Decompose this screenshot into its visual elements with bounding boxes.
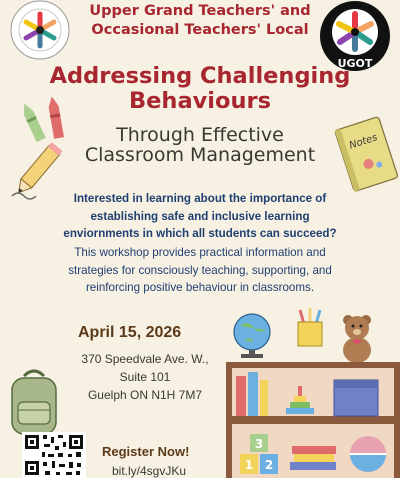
logo-text: UGOT (337, 57, 373, 70)
intro-line2: establishing safe and inclusive learning (90, 209, 310, 223)
intro-line1: Interested in learning about the importance of (73, 192, 327, 205)
notebook-label: Notes (348, 132, 379, 152)
teddy-bear-icon (343, 315, 371, 363)
register-link[interactable]: bit.ly/4sgvJKu (112, 464, 187, 478)
block-2: 2 (264, 458, 274, 472)
workshop-title (30, 64, 370, 114)
address-line2: Suite 101 (119, 370, 171, 384)
notebook-illustration (334, 114, 400, 198)
union-name (76, 2, 324, 40)
bookshelf-illustration (222, 306, 400, 478)
union-name-line2: Occasional Teachers' Local (91, 22, 309, 38)
workshop-subtitle-line1: Through Effective (116, 124, 284, 146)
workshop-title-line1: Addressing Challenging (49, 63, 351, 89)
workshop-title-line2: Behaviours (129, 88, 271, 114)
address-line1: 370 Speedvale Ave. W., (81, 352, 209, 366)
workshop-subtitle-line2: Classroom Management (84, 144, 316, 166)
backpack-illustration (4, 366, 64, 438)
union-logo-right (319, 0, 391, 72)
block-3: 3 (254, 437, 264, 451)
globe-icon (234, 314, 270, 358)
register-label: Register Now! (102, 444, 190, 459)
block-1: 1 (244, 458, 254, 472)
workshop-subtitle (40, 125, 360, 165)
intro-line3: enviornments in which all students can succeed? (63, 227, 337, 240)
description-line2: strategies for consciously teaching, supporting, and (68, 263, 332, 277)
union-name-line1: Upper Grand Teachers' and (89, 3, 311, 19)
qr-code[interactable] (22, 432, 86, 478)
pencil-cup-icon (298, 308, 322, 346)
address-line3: Guelph ON N1H 7M7 (87, 388, 203, 402)
description-line1: This workshop provides practical information and (74, 246, 326, 259)
description-line3: reinforcing positive behaviour in classrooms. (85, 281, 315, 294)
event-date: April 15, 2026 (78, 324, 182, 341)
union-logo-left (2, 0, 74, 62)
workshop-description (22, 244, 378, 297)
intro-question (24, 190, 376, 243)
